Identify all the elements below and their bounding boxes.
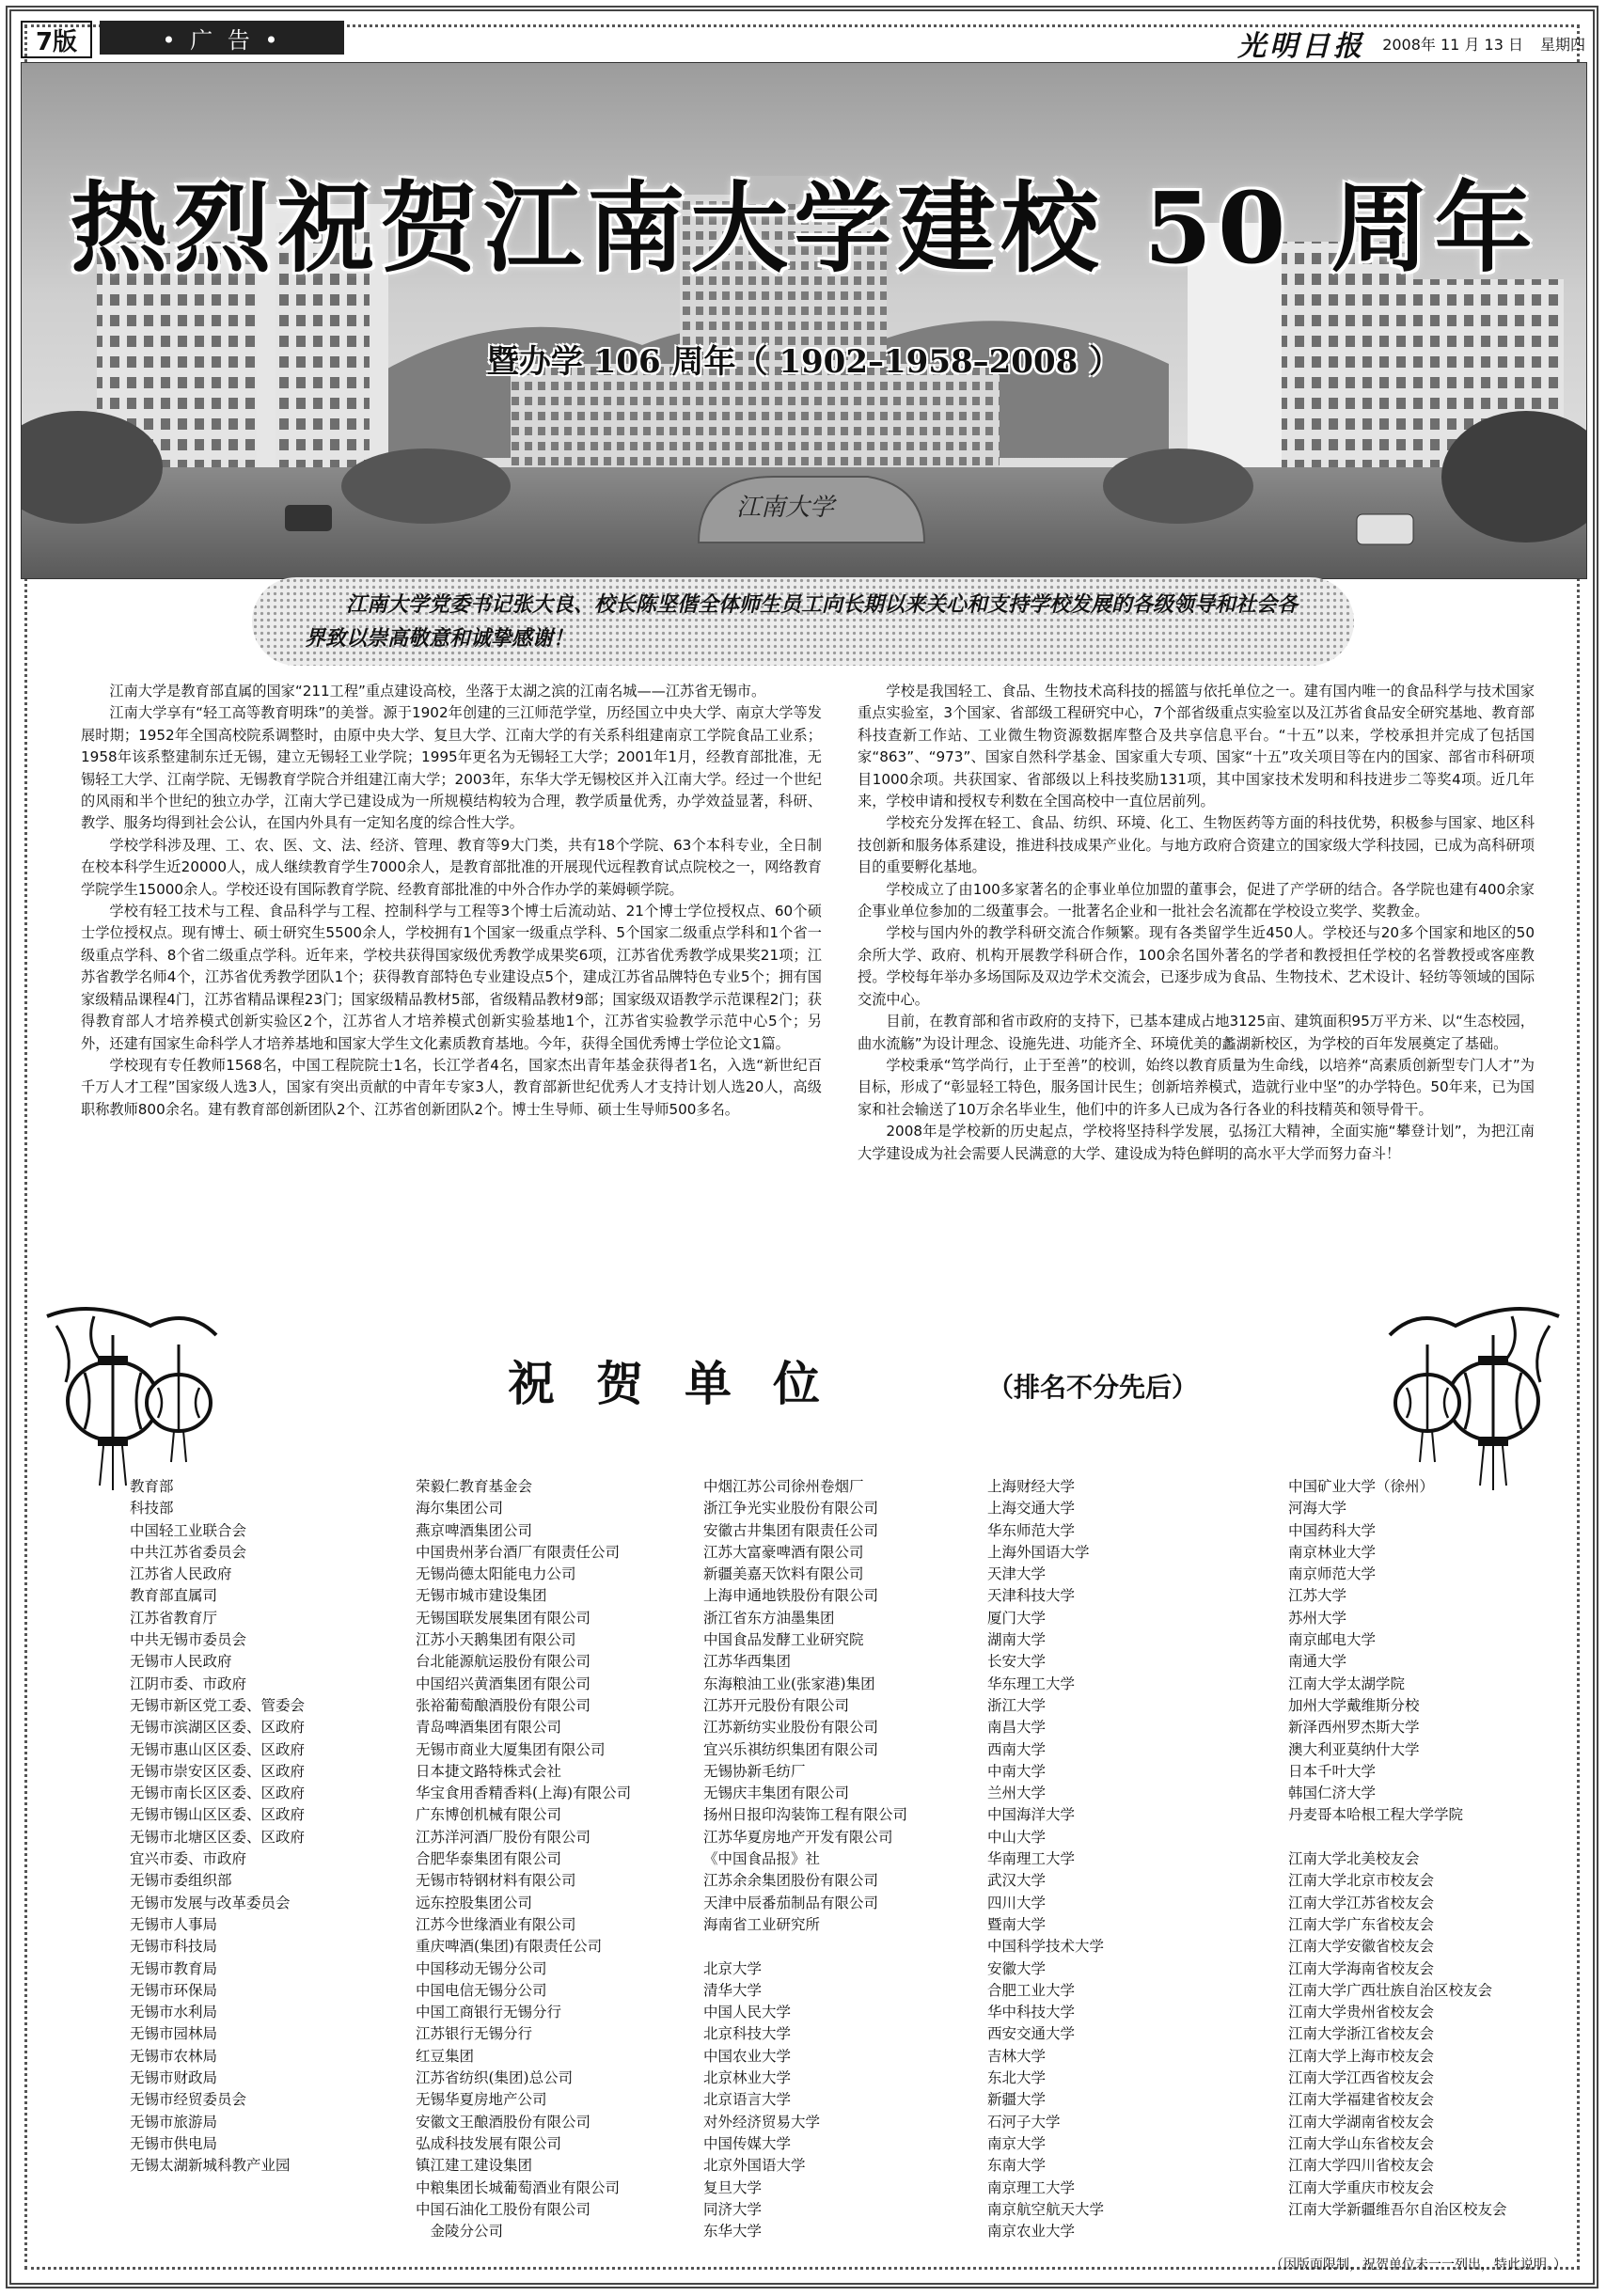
sponsor-item: 中粮集团长城葡萄酒业有限公司 [416,2178,621,2196]
sponsor-item: 北京林业大学 [703,2069,792,2087]
footer-note: （因版面限制，祝贺单位未一一列出，特此说明。） [1270,2257,1567,2272]
sponsor-item: 加州大学戴维斯分校 [1288,1696,1420,1714]
sponsor-item: 无锡市财政局 [130,2069,218,2087]
sponsor-item: 新疆大学 [987,2091,1047,2109]
sponsor-item: 无锡市环保局 [130,1981,218,1999]
sponsor-item: 北京语言大学 [703,2091,792,2109]
sponsor-item: 海尔集团公司 [416,1500,504,1518]
sponsor-item: 华南理工大学 [987,1850,1076,1868]
sponsor-item: 江苏省纺织(集团)总公司 [416,2069,574,2087]
sponsor-item: 同济大学 [703,2200,763,2218]
sponsor-item: 中国食品发酵工业研究院 [703,1631,864,1649]
sponsor-item: 北京大学 [703,1959,763,1977]
sponsor-item: 日本千叶大学 [1288,1762,1377,1780]
sponsor-item: 无锡庆丰集团有限公司 [703,1785,850,1802]
sponsor-item: 科技部 [130,1500,174,1518]
main-headline: 热烈祝贺江南大学建校 50 周年 [70,170,1538,286]
sponsor-item: 厦门大学 [987,1609,1047,1627]
sponsor-item: 中国人民大学 [703,2004,792,2021]
sponsor-item: 东华大学 [703,2223,763,2241]
sponsor-item: 东南大学 [987,2157,1047,2175]
sponsor-item: 荣毅仁教育基金会 [416,1478,533,1495]
sponsor-item: 南京理工大学 [987,2178,1076,2196]
sponsor-item: 天津大学 [987,1565,1047,1583]
sponsor-item: 江南大学江西省校友会 [1288,2069,1435,2087]
sponsor-item: 中国绍兴黄酒集团有限公司 [416,1675,591,1692]
sponsor-item: 江苏大富豪啤酒有限公司 [703,1543,864,1561]
blessing-banner [252,577,1354,666]
sponsor-item: 扬州日报印沟装饰工程有限公司 [703,1806,908,1824]
sponsor-item: 江南大学湖南省校友会 [1288,2113,1435,2131]
sponsor-item: 无锡市发展与改革委员会 [130,1894,291,1911]
sponsor-item: 江南大学北美校友会 [1288,1850,1420,1868]
sponsor-item: 江南大学新疆维吾尔自治区校友会 [1288,2200,1507,2218]
sponsor-item: 镇江建工建设集团 [416,2157,533,2175]
sponsor-item: 南京航空航天大学 [987,2200,1105,2218]
sponsor-item [703,1936,907,1958]
sponsor-item: 红豆集团 [416,2047,475,2065]
sponsor-item: 无锡市人民政府 [130,1653,232,1671]
sponsor-item: 江南大学广东省校友会 [1288,1915,1435,1933]
sponsor-item: 江南大学广西壮族自治区校友会 [1288,1981,1493,1999]
sponsor-item: 江南大学山东省校友会 [1288,2134,1435,2152]
article-paragraph: 学校成立了由100多家著名的企事业单位加盟的董事会，促进了产学研的结合。各学院也建有400余家企事业单位参加的二级董事会。一批著名企业和一批社会名流都在学校设立奖学、奖教金。 [858,880,1535,920]
section-label: • 广 告 • [100,21,344,55]
sponsor-item: 江南大学重庆市校友会 [1288,2178,1435,2196]
sponsor-item: 上海申通地铁股份有限公司 [703,1587,879,1605]
article-right-column [858,681,1535,1165]
sponsor-item: 中烟江苏公司徐州卷烟厂 [703,1478,864,1495]
sponsor-item: 东海粮油工业(张家港)集团 [703,1675,875,1692]
sponsor-item: 江南大学北京市校友会 [1288,1872,1435,1890]
sponsor-item: 无锡市滨湖区区委、区政府 [130,1719,306,1737]
article-paragraph: 学校是我国轻工、食品、生物技术高科技的摇篮与依托单位之一。建有国内唯一的食品科学与技术国家重点实验室，3个国家、省部级工程研究中心，7个部省级重点实验室以及江苏省食品安全研究基地、教育部科技查新工作站、工业微生物资源数据库整合及共享信息平台。“十五”以来，学校承担并完成了包括国家“863”、“973”、国家自然科学基金、国家重大专项、国家“十五”攻关项目等在内的国家、部省市科研项目1000余项。共获国家、省部级以上科技奖励131项，其中国家技术发明和科技进步二等奖4项。近几年来，学校申请和授权专利数在全国高校中一直位居前列。 [858,683,1535,810]
sponsor-item: 中国工商银行无锡分行 [416,2004,562,2021]
sponsor-item: 中国科学技术大学 [987,1938,1105,1956]
sponsor-item: 石河子大学 [987,2113,1061,2131]
sponsor-item: 无锡市供电局 [130,2134,218,2152]
sponsor-item: 无锡市崇安区区委、区政府 [130,1762,306,1780]
sponsor-item: 丹麦哥本哈根工程大学学院 [1288,1806,1464,1824]
sponsor-item: 东北大学 [987,2069,1047,2087]
lantern-left-icon [38,1297,226,1495]
sponsor-item: 江南大学上海市校友会 [1288,2047,1435,2065]
sponsor-item: 宜兴乐祺纺织集团有限公司 [703,1740,879,1758]
sponsor-item: 无锡市农林局 [130,2047,218,2065]
sponsor-item: 华东理工大学 [987,1675,1076,1692]
sponsor-item: 武汉大学 [987,1872,1047,1890]
sponsor-item: 无锡市科技局 [130,1938,218,1956]
sponsor-item: 苏州大学 [1288,1609,1347,1627]
sponsor-column-3 [703,1476,907,2242]
sponsor-item: 江苏洋河酒厂股份有限公司 [416,1828,591,1846]
sponsor-item: 中国贵州茅台酒厂有限责任公司 [416,1543,621,1561]
article-paragraph: 学校与国内外的教学科研交流合作频繁。现有各类留学生近450人。学校还与20多个国家和地区的50余所大学、政府、机构开展教学科研合作，100余名国外著名的学者和教授担任学校的名誉教授或客座教授。学校每年举办多场国际及双边学术交流会，已逐步成为食品、生物技术、艺术设计、轻纺等领域的国际交流中心。 [858,924,1535,1008]
sponsors-note: （排名不分先后） [987,1372,1199,1403]
sponsor-item: 江苏小天鹅集团有限公司 [416,1631,576,1649]
sponsor-item: 江南大学安徽省校友会 [1288,1938,1435,1956]
sponsor-item: 中国电信无锡分公司 [416,1981,547,1999]
sponsor-item: 中国传媒大学 [703,2134,792,2152]
sponsor-item: 浙江大学 [987,1696,1047,1714]
sponsor-item: 江南大学浙江省校友会 [1288,2025,1435,2043]
sponsor-item: 日本捷文路特株式会社 [416,1762,562,1780]
sponsor-item: 江苏华西集团 [703,1653,792,1671]
sponsor-item: 江南大学福建省校友会 [1288,2091,1435,2109]
sponsor-item: 教育部 [130,1478,174,1495]
sponsor-column-5 [1288,1476,1507,2221]
sponsor-item: 《中国食品报》社 [703,1850,821,1868]
article-paragraph: 学校有轻工技术与工程、食品科学与工程、控制科学与工程等3个博士后流动站、21个博士学位授权点、60个硕士学位授权点。现有博士、硕士研究生5500余人，学校拥有1个国家一级重点学科、5个国家二级重点学科和1个省一级重点学科、8个省二级重点学科。近年来，学校共获得国家级优秀教学成果奖6项，江苏省优秀教学成果奖21项；江苏省教学名师4个，江苏省优秀教学团队1个；获得教育部特色专业建设点5个，建成江苏省品牌特色专业5个；拥有国家级精品课程4门，江苏省精品课程23门；国家级精品教材5部，省级精品教材9部；国家级双语教学示范课程2门；获得教育部人才培养模式创新实验区2个，江苏省人才培养模式创新实验基地1个，江苏省实验教学示范中心5个；另外，还建有国家生命科学人才培养基地和国家大学生文化素质教育基地。今年，获得全国优秀博士学位论文1篇。 [81,903,822,1052]
sponsor-item: 南京师范大学 [1288,1565,1377,1583]
sponsor-item: 长安大学 [987,1653,1047,1671]
sponsor-item: 宜兴市委、市政府 [130,1850,247,1868]
article-paragraph: 学校现有专任教师1568名，中国工程院院士1名，长江学者4名，国家杰出青年基金获得者1名，入选“新世纪百千万人才工程”国家级人选3人，国家有突出贡献的中青年专家3人，教育部新世纪优秀人才支持计划人选20人，高级职称教师800余名。建有教育部创新团队2个、江苏省创新团队2个。博士生导师、硕士生导师500多名。 [81,1056,822,1118]
sponsor-item: 张裕葡萄酿酒股份有限公司 [416,1696,591,1714]
sponsor-item: 清华大学 [703,1981,763,1999]
sponsor-item: 江苏银行无锡分行 [416,2025,533,2043]
sponsor-item: 南京农业大学 [987,2223,1076,2241]
sponsor-item: 台北能源航运股份有限公司 [416,1653,591,1671]
sponsor-item: 江南大学四川省校友会 [1288,2157,1435,2175]
sponsor-item: 中国轻工业联合会 [130,1521,247,1539]
article-paragraph: 学校秉承“笃学尚行，止于至善”的校训，始终以教育质量为生命线，以培养“高素质创新型专门人才”为目标，形成了“彰显轻工特色，服务国计民生；创新培养模式，造就行业中坚”的办学特色。50年来，已为国家和社会输送了10万余名毕业生，他们中的许多人已成为各行各业的科技精英和领导骨干。 [858,1056,1535,1118]
sponsor-item: 新疆美嘉天饮料有限公司 [703,1565,864,1583]
sponsor-item: 无锡市旅游局 [130,2113,218,2131]
sponsor-item: 燕京啤酒集团公司 [416,1521,533,1539]
sponsor-item: 华中科技大学 [987,2004,1076,2021]
sponsor-item: 对外经济贸易大学 [703,2113,821,2131]
sponsor-item: 重庆啤酒(集团)有限责任公司 [416,1938,603,1956]
sponsor-item: 暨南大学 [987,1915,1047,1933]
sponsor-item: 无锡市特钢材料有限公司 [416,1872,576,1890]
sponsor-item: 江阴市委、市政府 [130,1675,247,1692]
sponsor-item: 江苏省人民政府 [130,1565,232,1583]
sponsor-item: 南通大学 [1288,1653,1347,1671]
sponsor-item: 华宝食用香精香料(上海)有限公司 [416,1785,632,1802]
sponsor-item: 韩国仁济大学 [1288,1785,1377,1802]
sponsor-item: 安徽大学 [987,1959,1047,1977]
sponsor-item: 无锡国联发展集团有限公司 [416,1609,591,1627]
sponsor-item: 安徽古井集团有限责任公司 [703,1521,879,1539]
sponsor-item: 中国农业大学 [703,2047,792,2065]
sponsor-item: 广东博创机械有限公司 [416,1806,562,1824]
sponsor-item: 中国石油化工股份有限公司 [416,2200,591,2218]
sponsor-item: 天津中辰番茄制品有限公司 [703,1894,879,1911]
page-number: 7版 [21,21,92,58]
sponsor-column-2 [416,1476,631,2242]
sponsor-item: 南京邮电大学 [1288,1631,1377,1649]
sponsor-item: 无锡华夏房地产公司 [416,2091,547,2109]
sponsor-item: 无锡市委组织部 [130,1872,232,1890]
sponsor-item: 江苏今世缘酒业有限公司 [416,1915,576,1933]
sponsor-item: 无锡市人事局 [130,1915,218,1933]
article-paragraph: 学校充分发挥在轻工、食品、纺织、环境、化工、生物医药等方面的科技优势，积极参与国家、地区科技创新和服务体系建设，推进科技成果产业化。与地方政府合资建立的国家级大学科技园，已成为高科研项目的重要孵化基地。 [858,814,1535,876]
sponsor-item: 浙江省东方油墨集团 [703,1609,835,1627]
sponsor-item: 新泽西州罗杰斯大学 [1288,1719,1420,1737]
sponsor-item: 无锡市北塘区区委、区政府 [130,1828,306,1846]
article-paragraph: 学校学科涉及理、工、农、医、文、法、经济、管理、教育等9大门类，共有18个学院、63个本科专业，全日制在校本科学生近20000人，成人继续教育学生7000余人，是教育部批准的开展现代远程教育试点院校之一，网络教育学院学生15000余人。学校还设有国际教育学院、经教育部批准的中外合作办学的莱姆顿学院。 [81,836,822,898]
issue-weekday: 星期四 [1539,35,1585,54]
sponsor-item: 西安交通大学 [987,2025,1076,2043]
sponsor-item: 无锡市城市建设集团 [416,1587,547,1605]
sponsor-item: 中共无锡市委员会 [130,1631,247,1649]
sponsor-item: 华东师范大学 [987,1521,1076,1539]
sponsor-item: 海南省工业研究所 [703,1915,821,1933]
sponsor-item: 中国药科大学 [1288,1521,1377,1539]
sponsor-item: 上海外国语大学 [987,1543,1090,1561]
sponsor-item: 江苏余余集团股份有限公司 [703,1872,879,1890]
sponsor-column-1 [130,1476,305,2178]
sponsor-item: 无锡市商业大厦集团有限公司 [416,1740,606,1758]
sponsor-item: 无锡市水利局 [130,2004,218,2021]
sponsor-item: 无锡协新毛纺厂 [703,1762,806,1780]
sponsors-title: 祝贺单位 [508,1356,861,1411]
sponsor-item: 无锡市锡山区区委、区政府 [130,1806,306,1824]
sponsor-item: 北京外国语大学 [703,2157,806,2175]
lantern-right-icon [1380,1297,1568,1495]
sponsor-item: 合肥华泰集团有限公司 [416,1850,562,1868]
sponsor-item: 湖南大学 [987,1631,1047,1649]
sponsor-item: 江南大学江苏省校友会 [1288,1894,1435,1911]
campus-stone-inscription: 江南大学 [736,494,835,522]
page-header [21,21,1585,63]
sponsor-item: 浙江争光实业股份有限公司 [703,1500,879,1518]
sponsor-item: 无锡市惠山区区委、区政府 [130,1740,306,1758]
sponsor-item: 无锡太湖新城科教产业园 [130,2157,291,2175]
sponsor-item: 无锡市教育局 [130,1959,218,1977]
sponsor-item: 中国海洋大学 [987,1806,1076,1824]
sponsor-item: 上海交通大学 [987,1500,1076,1518]
sponsor-item: 金陵分公司 [430,2223,504,2241]
sponsor-item: 复旦大学 [703,2178,763,2196]
sponsor-item: 江南大学太湖学院 [1288,1675,1406,1692]
article-left-column [81,681,822,1121]
sponsor-item: 西南大学 [987,1740,1047,1758]
article-paragraph: 目前，在教育部和省市政府的支持下，已基本建成占地3125亩、建筑面积95万平方米、以“生态校园，曲水流觞”为设计理念、设施先进、功能齐全、环境优美的蠡湖新校区，为学校的百年发展奠定了基础。 [858,1013,1535,1052]
sponsor-item: 江苏华夏房地产开发有限公司 [703,1828,893,1846]
article-paragraph: 江南大学享有“轻工高等教育明珠”的美誉。源于1902年创建的三江师范学堂，历经国立中央大学、南京大学等发展时期；1952年全国高校院系调整时，由原中央大学、复旦大学、江南大学的有关系科组建南京工学院食品工业系；1958年该系整建制东迁无锡，建立无锡轻工业学院；1995年更名为无锡轻工大学；2001年1月，经教育部批准，无锡轻工大学、江南学院、无锡教育学院合并组建江南大学；2003年，东华大学无锡校区并入江南大学。经过一个世纪的风雨和半个世纪的独立办学，江南大学已建设成为一所规模结构较为合理，教学质量优秀，办学效益显著，科研、教学、服务均得到社会公认，在国内外具有一定知名度的综合性大学。 [81,704,822,832]
sponsor-item: 远东控股集团公司 [416,1894,533,1911]
newspaper-logo: 光明日报 [1237,30,1366,63]
sponsor-item: 吉林大学 [987,2047,1047,2065]
sponsor-item: 中南大学 [987,1762,1047,1780]
campus-photo-banner [21,62,1587,579]
sponsor-item: 四川大学 [987,1894,1047,1911]
sponsor-item: 无锡市新区党工委、管委会 [130,1696,306,1714]
sponsor-item: 中山大学 [987,1828,1047,1846]
sponsor-column-4 [987,1476,1104,2242]
sponsor-item: 江南大学海南省校友会 [1288,1959,1435,1977]
sponsor-item: 江苏新纺实业股份有限公司 [703,1719,879,1737]
article-paragraph: 2008年是学校新的历史起点，学校将坚持科学发展，弘扬江大精神，全面实施“攀登计划”，为把江南大学建设成为社会需要人民满意的大学、建设成为特色鲜明的高水平大学而努力奋斗！ [858,1123,1535,1162]
sponsor-item: 南京林业大学 [1288,1543,1377,1561]
sponsor-item: 江南大学贵州省校友会 [1288,2004,1435,2021]
sponsor-item: 无锡市南长区区委、区政府 [130,1785,306,1802]
sponsor-item: 澳大利亚莫纳什大学 [1288,1740,1420,1758]
sponsor-item: 江苏开元股份有限公司 [703,1696,850,1714]
sponsor-item: 教育部直属司 [130,1587,218,1605]
sponsor-item [1288,1827,1507,1848]
sponsor-item: 北京科技大学 [703,2025,792,2043]
issue-date: 2008年 11 月 13 日 [1382,35,1523,54]
blessing-text: 江南大学党委书记张大良、校长陈坚偕全体师生员工向长期以来关心和支持学校发展的各级领导和社会各界致以崇高敬意和诚挚感谢！ [305,592,1299,651]
sponsor-item: 江苏省教育厅 [130,1609,218,1627]
sponsor-item: 中国矿业大学（徐州） [1288,1478,1435,1495]
article-paragraph: 江南大学是教育部直属的国家“211工程”重点建设高校，坐落于太湖之滨的江南名城——江苏省无锡市。 [109,683,766,700]
sponsor-item: 中国移动无锡分公司 [416,1959,547,1977]
sponsor-item: 河海大学 [1288,1500,1347,1518]
masthead [1237,23,1585,64]
sponsor-item: 无锡尚德太阳能电力公司 [416,1565,576,1583]
sponsor-item: 上海财经大学 [987,1478,1076,1495]
sponsor-item: 南京大学 [987,2134,1047,2152]
sponsor-item: 南昌大学 [987,1719,1047,1737]
sponsor-item: 安徽文王酿酒股份有限公司 [416,2113,591,2131]
anniversary-subtitle: 暨办学 106 周年（ 1902–1958–2008 ） [486,343,1122,381]
sponsor-item: 青岛啤酒集团有限公司 [416,1719,562,1737]
sponsor-item: 合肥工业大学 [987,1981,1076,1999]
sponsor-item: 中共江苏省委员会 [130,1543,247,1561]
sponsor-item: 江苏大学 [1288,1587,1347,1605]
sponsor-item: 无锡市经贸委员会 [130,2091,247,2109]
sponsor-item: 天津科技大学 [987,1587,1076,1605]
sponsor-item: 兰州大学 [987,1785,1047,1802]
sponsor-item: 无锡市园林局 [130,2025,218,2043]
sponsor-item: 弘成科技发展有限公司 [416,2134,562,2152]
